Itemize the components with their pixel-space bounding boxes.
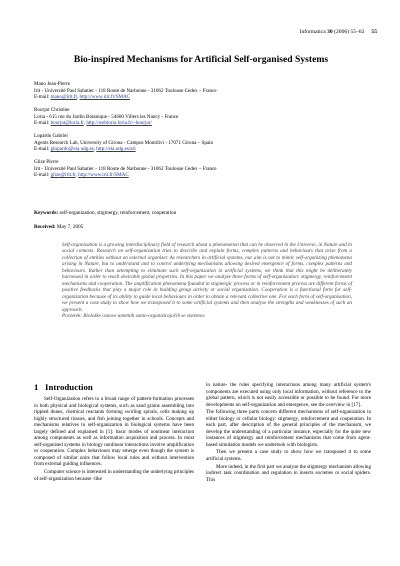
author-contact: E-mail: mano@irit.fr, http://www.irit.fr/SMAC — [34, 94, 131, 100]
section-heading — [34, 382, 93, 392]
author-contact: E-mail: glize@irit.fr, http://www.irit.fr/SMAC — [34, 172, 129, 178]
journal-year-pages: (2006) 55–62 — [334, 29, 365, 35]
abstract — [62, 242, 352, 319]
email-link[interactable]: bourjot@loria.fr — [50, 120, 84, 126]
left-column — [34, 396, 194, 482]
author-list — [34, 81, 374, 185]
author-affiliation: Loria - 615 rue du Jardin Botanique - 54600 Villers les Nancy - France — [34, 113, 179, 120]
email-link[interactable]: glize@irit.fr — [50, 172, 76, 178]
author-name: Glize Pierre — [34, 159, 59, 165]
keywords-value: self-organization, stigmergy, reinforcement, cooperation — [58, 210, 177, 216]
journal-volume: 30 — [327, 29, 333, 35]
received-value: May 7, 2005 — [55, 224, 84, 230]
author-affiliation: Irit - Université Paul Sabatier - 118 Route de Narbonne - 31062 Toulouse Cedex – France — [34, 87, 217, 94]
received-label: Received: — [34, 224, 56, 230]
author-block — [34, 133, 374, 153]
author-name: Mano Jean-Pierre — [34, 81, 71, 87]
received-date — [34, 224, 83, 230]
keywords-label: Keywords: — [34, 210, 59, 216]
section-title: Introduction — [45, 382, 93, 392]
paragraph: Computer science is interested in understanding the underlying principles of self-organization because -like — [34, 469, 194, 482]
author-block — [34, 107, 374, 127]
author-name: Bourjot Christine — [34, 107, 70, 113]
paragraph: More indeed, in the first part we analyse the stigmergy mechanism allowing indirect task coordination and regulation in insects societies or social spiders. This — [206, 463, 371, 483]
author-block — [34, 81, 374, 101]
journal-name: Informatica — [299, 29, 326, 35]
author-name: Lopardo Gabriel — [34, 133, 68, 139]
author-contact: E-mail: bourjot@loria.fr, http://webloria.loria.fr/~bourjot/ — [34, 120, 152, 126]
email-link[interactable]: mano@irit.fr — [50, 94, 77, 100]
paragraph: The following three parts concern different mechanisms of self-organization in either biology or cellular biology: stigmergy, reinforcement and cooperation. In each part, after description of the general principles of the mechanism, we develop the understanding of a particular instance, especially for the quite new instances of stigmergy and reinforcement mechanisms that come from agent-based simulation models we undertook with biologists. — [206, 409, 371, 448]
paragraph: Then we present a case study to show how we transposed it to some artificial systems. — [206, 449, 371, 463]
section-number: 1 — [34, 382, 39, 392]
abstract-text: Self-organization is a growing interdisciplinary field of research about a phenomenon that can be observed in the Universe, in Nature and in social contexts. Research on self-organization tries to describe and explain forms, complex patterns and behaviours that arise from a collection of entities without an external organizer. As researchers in artificial systems, our aim is not to mimic self-organizing phenomena arising in Nature, but to understand and to control underlying mechanisms allowing desired emergence of forms, complex patterns and behaviours. Rather than attempting to eliminate such self-organization in artificial systems, we think that this might be deliberately harnessed in order to reach desirable global properties. In this paper we analyze three forms of self-organization: stigmergy, reinforcement mechanisms and cooperation. The amplification phenomena founded in stigmergic process or in reinforcement process are different forms of positive feedbacks that play a major role in building group activity or social organization. Cooperation is a functional form for self-organization because of its ability to guide local behaviours in order to obtain a relevant collective one. For each form of self-organisation, we present a case study to show how we transposed it to some artificial systems and then analyse the strengths and weaknesses of such an approach. — [62, 242, 352, 313]
email-link[interactable]: glopardo@eia.udg.es — [50, 146, 94, 152]
homepage-link[interactable]: http://eia.udg.es/arl — [96, 146, 136, 152]
author-contact: E-mail: glopardo@eia.udg.es, http://eia.udg.es/arl — [34, 146, 136, 152]
paper-title: Bio-inspired Mechanisms for Artificial Self-organised Systems — [73, 54, 329, 65]
author-affiliation: Agents Research Lab, University of Girona - Campus Montilivi - 17071 Girona – Spain — [34, 139, 214, 146]
right-column — [206, 382, 371, 483]
page-number: 55 — [371, 29, 377, 35]
author-affiliation: Irit - Université Paul Sabatier - 118 Route de Narbonne - 31062 Toulouse Cedex – France — [34, 165, 217, 172]
keywords — [34, 210, 176, 216]
paragraph: in nature- the rules specifying interactions among many artificial system's components are executed using only local information, without reference to the global pattern, which is not easily accessible or possible to be found. For more developments on self-organization and emergence, see the overview in [17]. — [206, 382, 371, 408]
homepage-link[interactable]: http://www.irit.fr/SMAC — [78, 172, 129, 178]
author-block — [34, 159, 374, 179]
homepage-link[interactable]: http://webloria.loria.fr/~bourjot/ — [86, 120, 152, 126]
homepage-link[interactable]: http://www.irit.fr/SMAC — [79, 94, 131, 100]
running-header — [300, 29, 377, 35]
paragraph: Self-Organization refers to a broad range of pattern-formation processes in both physical and biological systems, such as sand grains assembling into rippled dunes, chemical reactants forming swirling spirals, cells making up highly structured tissues, and fish joining together in schools. Concepts and mechanisms relatives to self-organization in biological systems have been largely defined and explained in [1]: basic modes of nonlinear interaction among components as well as information acquisition and process. In most self-organised systems in biology nonlinear interactions involve amplification or cooperation. Complex behaviours may emerge even though the system is composed of similar units that follow local rules and without intervention from external guiding influences. — [34, 396, 194, 468]
povzetek-text: Povzetek: Biološke osnove umetnih samo-organizirajočih se sistemov. — [62, 312, 206, 319]
